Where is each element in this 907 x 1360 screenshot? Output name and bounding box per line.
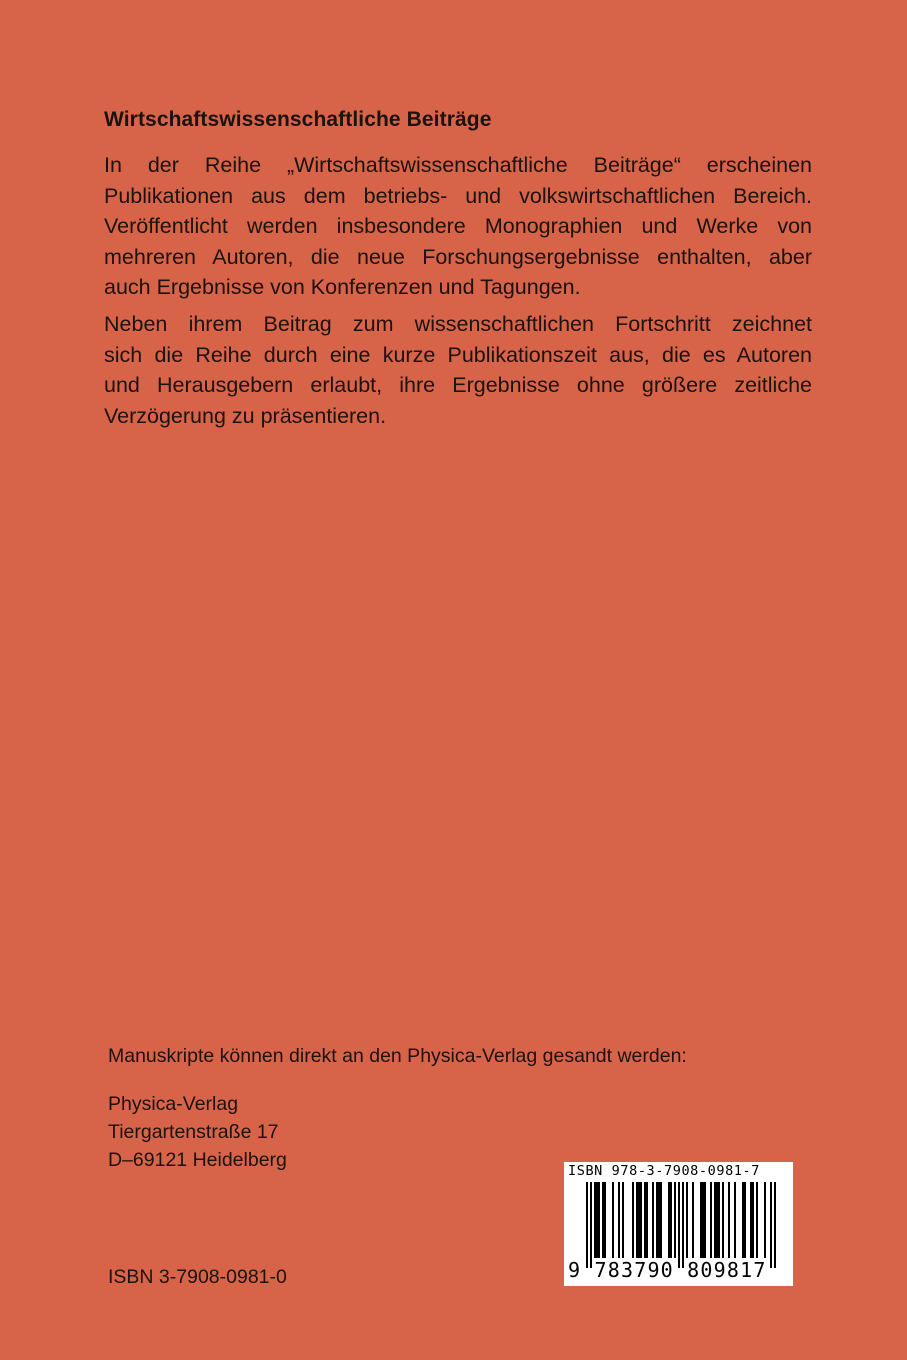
text-line: Veröffentlicht werden insbesondere Monographien und Werke von [104,214,812,238]
barcode-guard-bar [590,1182,592,1268]
barcode-bar [636,1182,642,1258]
publisher-street: Tiergartenstraße 17 [108,1121,279,1143]
barcode-bar [722,1182,724,1258]
barcode-bar [594,1182,600,1258]
text-line: In der Reihe „Wirtschaftswissenschaftliche Beiträge“ erscheinen [104,153,812,177]
barcode-guard-bar [586,1182,588,1268]
barcode-bar [686,1182,688,1258]
barcode-bar [602,1182,606,1258]
barcode-guard-bar [770,1182,772,1268]
text-line: Neben ihrem Beitrag zum wissenschaftlichen Fortschritt zeichnet [104,312,812,336]
barcode-bar [742,1182,746,1258]
manuscript-note: Manuskripte können direkt an den Physica-Verlag gesandt werden: [108,1045,687,1067]
barcode-bar [632,1182,634,1258]
text-line: Publikationen aus dem betriebs- und volkswirtschaftlichen Bereich. [104,183,812,208]
description-paragraph-1 [104,150,812,303]
barcode-bar [674,1182,676,1258]
barcode-bar [714,1182,720,1258]
description-paragraph-2 [104,309,812,431]
barcode-bar [668,1182,672,1258]
barcode-bar [700,1182,706,1258]
text-line: auch Ergebnisse von Konferenzen und Tagungen. [104,275,581,299]
barcode-guard-bar [774,1182,776,1268]
barcode-isbn-label: ISBN 978-3-7908-0981-7 [568,1163,761,1179]
series-title: Wirtschaftswissenschaftliche Beiträge [104,108,492,131]
barcode-guard-bar [682,1182,684,1268]
barcode-bar [656,1182,662,1258]
publisher-name: Physica-Verlag [108,1093,239,1115]
text-line: und Herausgebern erlaubt, ihre Ergebnisse ohne größere zeitliche [104,373,812,397]
barcode-bar [612,1182,614,1258]
barcode-bar [750,1182,754,1258]
barcode-guard-bar [678,1182,680,1268]
barcode-bar [728,1182,730,1258]
barcode-bar [652,1182,654,1258]
barcode-bar [756,1182,758,1258]
barcode [564,1162,793,1286]
barcode-bar [622,1182,624,1258]
isbn-text: ISBN 3-7908-0981-0 [108,1266,287,1288]
publisher-city: D–69121 Heidelberg [108,1149,287,1171]
text-line: sich die Reihe durch eine kurze Publikationszeit aus, die es Autoren [104,342,812,367]
barcode-bar [618,1182,620,1258]
barcode-bar [644,1182,648,1258]
barcode-bar [764,1182,766,1258]
publisher-address [108,1090,287,1174]
barcode-bar [692,1182,694,1258]
barcode-digits: 9 783790 809817 [568,1258,767,1282]
text-line: mehreren Autoren, die neue Forschungsergebnisse enthalten, aber [104,244,812,269]
text-line: Verzögerung zu präsentieren. [104,403,387,428]
barcode-bar [710,1182,712,1258]
barcode-bar [734,1182,736,1258]
